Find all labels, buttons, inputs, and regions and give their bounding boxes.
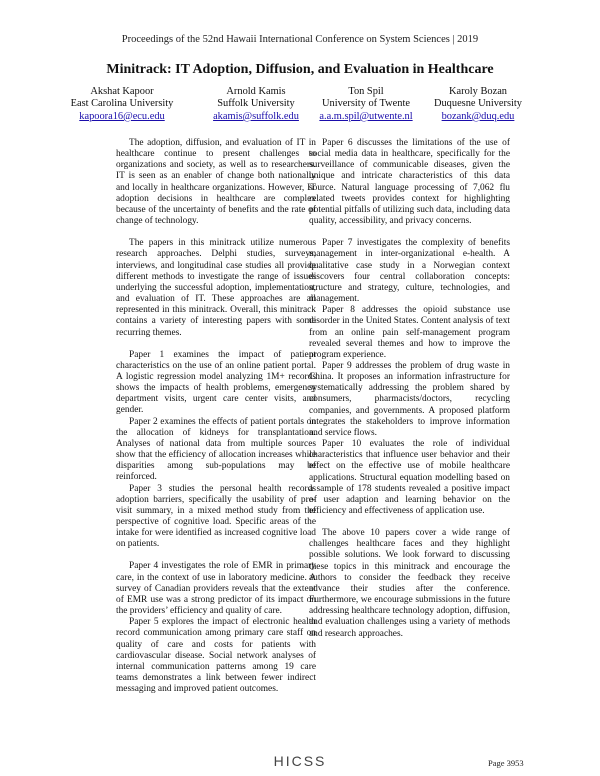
author-email-link[interactable]: bozank@duq.edu [441,110,515,122]
author-affiliation: University of Twente [322,98,410,110]
left-column [116,138,316,695]
author-block [434,86,522,123]
hicss-logo-text: HICSS [273,753,327,769]
body-paragraph: The above 10 papers cover a wide range of challenges healthcare faces and they highlight possible solutions. We look forward to discussing these topics in this minitrack and encourage the authors to consider the feedback they receive advance their studies after the conference. Furthermore, we encourage submissions in the future addressing healthcare technology adoption, diffusion, and evaluation challenges using a variety of methods and research approaches. [309,528,510,639]
author-block [71,86,174,123]
body-paragraph: Paper 10 evaluates the role of individual characteristics that influence user behavior and their effect on the effective use of mobile healthcare applications. Structural equation modelling based on a sample of 178 students revealed a positive impact of user adaption and learning behavior on the efficiency and effectiveness of application use. [309,439,510,516]
body-paragraph: Paper 5 explores the impact of electronic health record communication among primary care staff on quality of care and costs for patients with cardiovascular disease. Social network analyses of internal communication patterns among 19 care teams demonstrates a link between fewer indirect messaging and improved patient outcomes. [116,617,316,695]
body-paragraph: Paper 7 investigates the complexity of benefits management in inter-organizational e-health. A qualitative case study in a Norwegian context discovers four central collaboration concepts: structure and strategy, culture, technologies, and management. [309,238,510,305]
body-paragraph: Paper 9 addresses the problem of drug waste in China. It proposes an information infrastructure for systematically addressing the problem shared by consumers, pharmacists/doctors, recycling companies, and governments. A proposed platform integrates the stakeholders to improve information and service flows. [309,360,510,438]
body-paragraph: Paper 4 investigates the role of EMR in primary care, in the context of use in laboratory medicine. A survey of Canadian providers reveals that the extent of EMR use was a strong predictor of its impact on the providers’ efficiency and quality of care. [116,561,316,617]
author-list [70,86,523,126]
body-paragraph: The adoption, diffusion, and evaluation of IT in healthcare continue to present challenges to organizations and society, as well as to researchers. IT is seen as an enabler of change both nationally and locally in healthcare organizations. However, IT adoption decisions in healthcare are complex because of the uncertainty of benefits and the rate of change of technology. [116,138,316,227]
body-paragraph: Paper 1 examines the impact of patient characteristics on the use of an online patient portal. A logistic regression model analyzing 1M+ records shows the impacts of health problems, emergency department visits, urgent care center visits, and gender. [116,349,316,416]
body-paragraph: The papers in this minitrack utilize numerous research approaches. Delphi studies, surveys, interviews, and longitudinal case studies all provide different methods to investigate the range of issues underlying the successful adoption, implementation, and evaluation of IT. These approaches are all represented in this minitrack. Overall, this minitrack contains a variety of interesting papers with some recurring themes. [116,238,316,338]
author-name: Karoly Bozan [449,86,507,97]
body-paragraph: Paper 6 discusses the limitations of the use of social media data in healthcare, specifically for the surveillance of communicable diseases, given the unique and intricate characteristics of this data source. Natural language processing of 7,062 flu related tweets provides context for highlighting potential pitfalls of utilizing such data, including data quality, accessibility, and privacy concerns. [309,138,510,227]
author-affiliation: East Carolina University [70,98,174,110]
author-email-link[interactable]: akamis@suffolk.edu [213,110,299,122]
author-affiliation: Duquesne University [433,98,523,110]
right-column [309,138,510,640]
author-name: Ton Spil [348,86,384,97]
author-block [213,86,299,123]
paper-title: Minitrack: IT Adoption, Diffusion, and Evaluation in Healthcare [106,62,494,77]
proceedings-header: Proceedings of the 52nd Hawaii International Conference on System Sciences | 2019 [121,34,479,45]
author-email-link[interactable]: a.a.m.spil@utwente.nl [319,110,413,122]
author-block [319,86,412,123]
author-name: Akshat Kapoor [90,86,154,97]
author-name: Arnold Kamis [226,86,286,97]
body-paragraph: Paper 8 addresses the opioid substance use disorder in the United States. Content analysis of text from an online pain self-management program revealed several themes and how to improve the program experience. [309,305,510,360]
author-affiliation: Suffolk University [217,98,295,110]
hicss-logo [255,753,345,773]
author-email-link[interactable]: kapoora16@ecu.edu [79,110,165,122]
body-paragraph: Paper 3 studies the personal health records adoption barriers, specifically the usability of pre-visit summary, in a mixed method study from the perspective of cognitive load. Specific areas of the intake for were identified as increased cognitive load on patients. [116,483,316,550]
page-number: Page 3953 [488,758,524,768]
body-paragraph: Paper 2 examines the effects of patient portals on the allocation of kidneys for transplantation. Analyses of national data from multiple sources show that the efficiency of allocation increases while disparities among sub-populations may be reinforced. [116,416,316,483]
